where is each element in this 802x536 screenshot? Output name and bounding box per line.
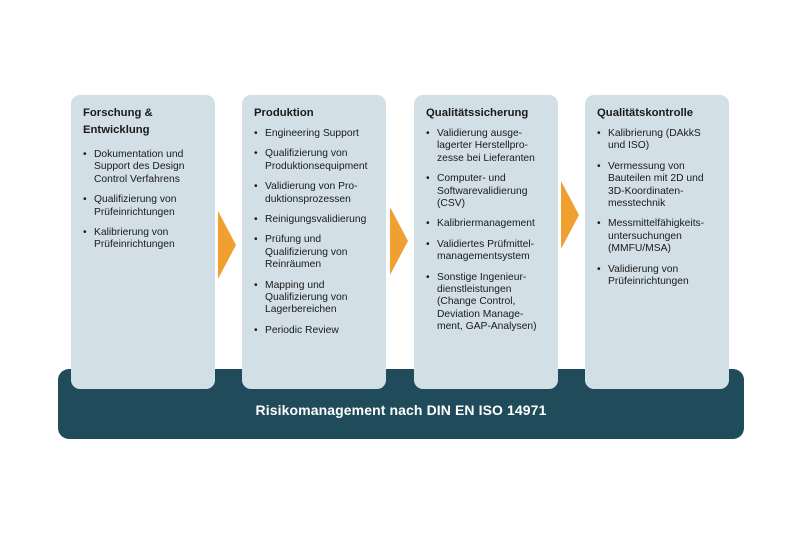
- list-item-text: Validierung von Pro- duktionsprozessen: [265, 181, 358, 205]
- list-item-text: Dokumentation und Support des Design Control Verfahrens: [94, 149, 185, 185]
- bullet-icon: •: [254, 214, 258, 226]
- risk-management-label: Risikomanagement nach DIN EN ISO 14971: [255, 402, 547, 418]
- list-item-text: Mapping und Qualifizierung von Lagerbereichen: [265, 279, 348, 316]
- bullet-icon: •: [254, 279, 258, 291]
- bullet-icon: •: [83, 149, 87, 160]
- bullet-icon: •: [83, 227, 87, 239]
- list-item: [426, 128, 537, 165]
- list-item: [426, 218, 537, 230]
- bullet-icon: •: [254, 234, 258, 246]
- list-item-text: Prüfung und Qualifizierung von Reinräumen: [265, 234, 348, 271]
- list-item-text: Vermessung von Bauteilen mit 2D und 3D-Koordinaten- messtechnik: [608, 160, 704, 210]
- list-item-text: Computer- und Softwarevalidierung (CSV): [437, 173, 528, 210]
- list-item-text: Validierung von Prüfeinrichtungen: [608, 263, 689, 288]
- list-item-text: Kalibrierung (DAkkS und ISO): [608, 128, 701, 152]
- bullet-icon: •: [426, 173, 430, 185]
- list-item-text: Reinigungsvalidierung: [265, 214, 367, 226]
- list-item: [426, 272, 537, 334]
- list-item: [254, 280, 367, 317]
- bullet-icon: •: [597, 218, 601, 230]
- arrow-icon: [390, 207, 408, 275]
- column-title: Forschung & Entwicklung: [83, 107, 153, 136]
- list-item-text: Messmittelfähigkeits- untersuchungen (MMFU/MSA): [608, 218, 705, 255]
- list-item: [597, 264, 704, 289]
- list-item-text: Qualifizierung von Produktionsequipment: [265, 148, 368, 172]
- list-item: [597, 128, 704, 153]
- list-item: [426, 239, 537, 264]
- list-item: [254, 181, 367, 206]
- column-title: Qualitätskontrolle: [597, 107, 694, 119]
- list-item-text: Kalibrierung von Prüfeinrichtungen: [94, 227, 175, 251]
- bullet-icon: •: [254, 148, 258, 160]
- list-item-text: Engineering Support: [265, 128, 359, 139]
- list-item-text: Kalibriermanagement: [437, 218, 535, 230]
- list-item-text: Periodic Review: [265, 324, 339, 336]
- column-items: [254, 128, 367, 345]
- column-title: Qualitätssicherung: [426, 107, 529, 119]
- list-item: [426, 173, 537, 210]
- column-production: [242, 95, 386, 389]
- bullet-icon: •: [426, 271, 430, 283]
- bullet-icon: •: [254, 324, 258, 336]
- bullet-icon: •: [597, 128, 601, 139]
- list-item: [254, 128, 367, 140]
- bullet-icon: •: [254, 128, 258, 139]
- list-item-text: Validiertes Prüfmittel- managementsystem: [437, 238, 535, 263]
- column-research: [71, 95, 215, 389]
- list-item: [83, 149, 184, 186]
- arrow-icon: [561, 181, 579, 249]
- list-item-text: Sonstige Ingenieur- dienstleistungen (Change Control, Deviation Manage- ment, GAP-Analysen): [437, 271, 537, 333]
- list-item-text: Qualifizierung von Prüfeinrichtungen: [94, 194, 177, 218]
- bullet-icon: •: [254, 181, 258, 193]
- column-quality-assurance: [414, 95, 558, 389]
- list-item: [254, 214, 367, 226]
- list-item: [83, 227, 184, 252]
- bullet-icon: •: [83, 194, 87, 206]
- column-quality-control: [585, 95, 729, 389]
- list-item: [597, 218, 704, 255]
- list-item: [254, 148, 367, 173]
- bullet-icon: •: [426, 218, 430, 230]
- list-item: [254, 234, 367, 271]
- column-items: [83, 149, 184, 260]
- column-title: Produktion: [254, 107, 314, 119]
- list-item-text: Validierung ausge- lagerter Herstellpro- zesse bei Lieferanten: [437, 128, 535, 164]
- list-item: [597, 161, 704, 211]
- list-item: [83, 194, 184, 219]
- bullet-icon: •: [426, 238, 430, 250]
- arrow-icon: [218, 211, 236, 279]
- bullet-icon: •: [597, 160, 601, 172]
- list-item: [254, 325, 367, 337]
- column-items: [597, 128, 704, 296]
- column-items: [426, 128, 537, 342]
- bullet-icon: •: [426, 128, 430, 139]
- bullet-icon: •: [597, 263, 601, 275]
